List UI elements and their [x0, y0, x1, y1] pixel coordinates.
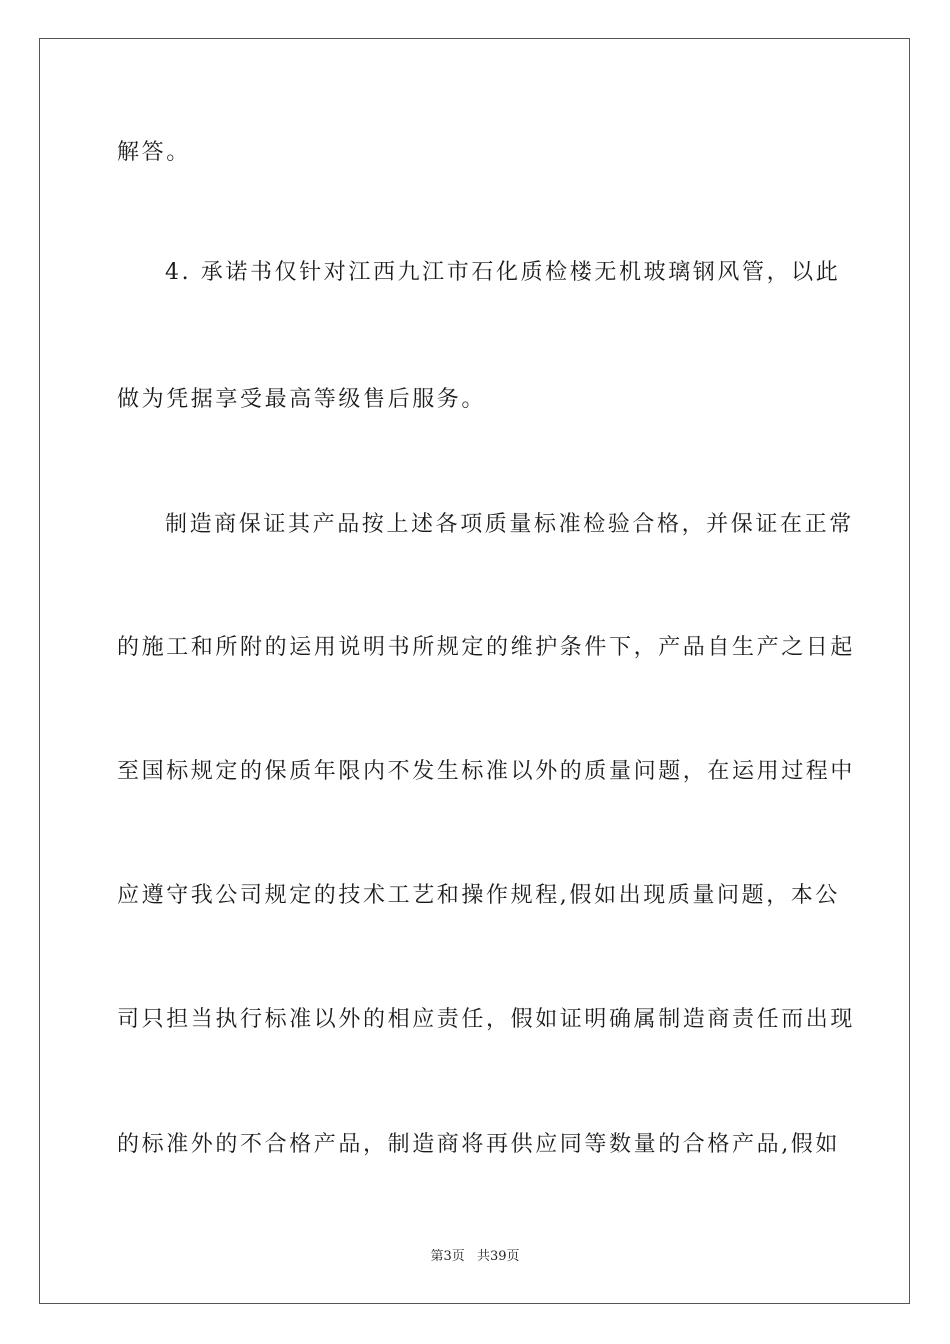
page-number: 第3页	[430, 1249, 465, 1264]
text-line-5: 的施工和所附的运用说明书所规定的维护条件下，产品自生产之日起	[117, 635, 856, 660]
text-line-4: 制造商保证其产品按上述各项质量标准检验合格，并保证在正常	[165, 512, 854, 537]
text-line-6: 至国标规定的保质年限内不发生标准以外的质量问题，在运用过程中	[117, 759, 856, 784]
page-footer	[0, 1248, 950, 1266]
text-line-8: 司只担当执行标准以外的相应责任，假如证明确属制造商责任而出现	[117, 1007, 856, 1032]
text-line-3: 做为凭据享受最高等级售后服务。	[117, 387, 487, 412]
text-line-7: 应遵守我公司规定的技术工艺和操作规程,假如出现质量问题，本公	[117, 883, 840, 908]
page-border	[39, 38, 910, 1304]
page-total: 共39页	[476, 1249, 520, 1264]
text-line-9: 的标准外的不合格产品，制造商将再供应同等数量的合格产品,假如	[117, 1132, 840, 1157]
text-line-1: 解答。	[117, 140, 191, 165]
text-line-2: 4. 承诺书仅针对江西九江市石化质检楼无机玻璃钢风管，以此	[165, 260, 841, 285]
